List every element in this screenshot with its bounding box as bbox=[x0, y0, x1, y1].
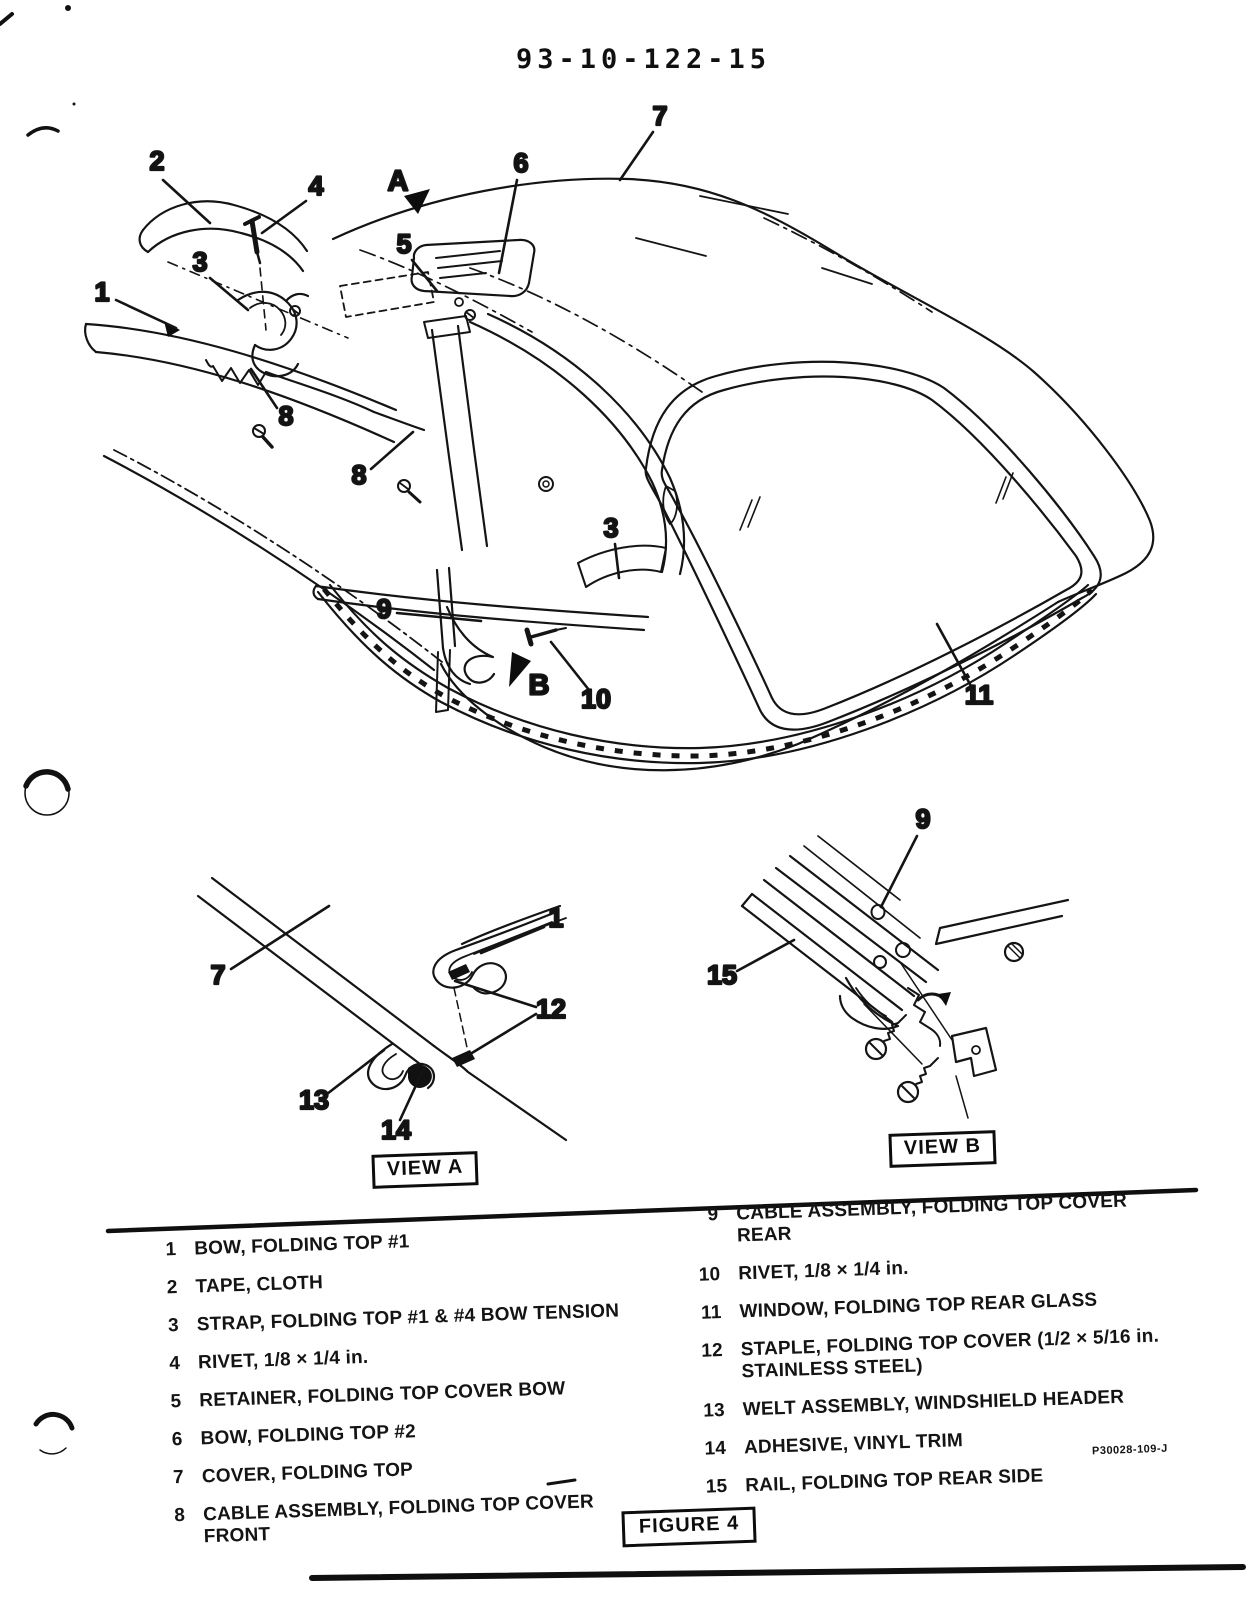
callout-7: 7 bbox=[210, 960, 226, 991]
parts-list-item bbox=[696, 1383, 1236, 1423]
part-name: RIVET, 1/8 × 1/4 in. bbox=[197, 1346, 369, 1374]
part-number: 8 bbox=[174, 1504, 186, 1527]
part-number: 11 bbox=[700, 1302, 722, 1324]
leader-line bbox=[371, 432, 413, 469]
part-name: RIVET, 1/8 × 1/4 in. bbox=[737, 1257, 909, 1285]
part-name: TAPE, CLOTH bbox=[195, 1272, 324, 1298]
leader-line bbox=[462, 1014, 536, 1059]
callout-9: 9 bbox=[376, 594, 392, 625]
part-name: CABLE ASSEMBLY, FOLDING TOP COVER REAR bbox=[735, 1190, 1128, 1247]
callout-A: A bbox=[387, 165, 409, 198]
part-number: 14 bbox=[704, 1437, 727, 1460]
callout-8: 8 bbox=[351, 460, 367, 491]
parts-list-item bbox=[695, 1323, 1236, 1385]
document-number: 93-10-122-15 bbox=[516, 44, 772, 75]
parts-list-item bbox=[699, 1459, 1239, 1499]
part-number: 13 bbox=[702, 1399, 726, 1422]
leader-line bbox=[455, 981, 536, 1007]
bottom-rule bbox=[312, 1567, 1243, 1578]
part-number: 9 bbox=[707, 1204, 719, 1226]
part-name: STRAP, FOLDING TOP #1 & #4 BOW TENSION bbox=[196, 1300, 620, 1336]
callout-6: 6 bbox=[513, 148, 529, 179]
callout-B: B bbox=[528, 669, 550, 702]
part-number: 5 bbox=[170, 1390, 182, 1413]
callout-3: 3 bbox=[603, 513, 619, 544]
parts-list-item bbox=[154, 1411, 714, 1452]
callout-1: 1 bbox=[548, 903, 564, 934]
view-a-drawing bbox=[198, 878, 566, 1140]
parts-list-item bbox=[153, 1373, 713, 1414]
leader-line bbox=[881, 836, 917, 907]
part-number: 10 bbox=[698, 1264, 721, 1286]
callout-10: 10 bbox=[580, 684, 612, 715]
view-a-callouts bbox=[210, 903, 566, 1145]
parts-list-item bbox=[151, 1297, 711, 1338]
part-number: 4 bbox=[168, 1353, 181, 1375]
parts-list-right-column bbox=[690, 1187, 1240, 1515]
parts-list-item bbox=[152, 1335, 712, 1376]
part-name: STAPLE, FOLDING TOP COVER (1/2 × 5/16 in. STAINLESS STEEL) bbox=[740, 1325, 1160, 1383]
callout-4: 4 bbox=[308, 171, 324, 202]
part-name: ADHESIVE, VINYL TRIM bbox=[743, 1430, 964, 1459]
part-number: 1 bbox=[165, 1239, 177, 1261]
part-number: 12 bbox=[700, 1339, 724, 1362]
leader-line bbox=[412, 260, 437, 291]
part-name: RAIL, FOLDING TOP REAR SIDE bbox=[744, 1465, 1044, 1497]
parts-list-item bbox=[692, 1247, 1232, 1287]
part-number: 3 bbox=[167, 1315, 180, 1337]
view-b-drawing bbox=[742, 836, 1068, 1118]
leader-line bbox=[231, 906, 329, 969]
leader-line bbox=[620, 132, 653, 180]
parts-list-item bbox=[156, 1449, 716, 1490]
callout-14: 14 bbox=[380, 1115, 412, 1146]
print-code: P30028-109-J bbox=[1091, 1442, 1168, 1458]
part-number: 6 bbox=[171, 1428, 183, 1451]
callout-1: 1 bbox=[94, 277, 110, 308]
leader-line bbox=[499, 180, 517, 273]
part-name: WINDOW, FOLDING TOP REAR GLASS bbox=[739, 1289, 1098, 1323]
figure-label: FIGURE 4 bbox=[621, 1507, 756, 1548]
callout-9: 9 bbox=[915, 804, 931, 835]
callout-8: 8 bbox=[278, 401, 294, 432]
callout-2: 2 bbox=[149, 146, 165, 177]
leader-line bbox=[551, 642, 589, 690]
callout-5: 5 bbox=[396, 229, 412, 260]
callout-13: 13 bbox=[298, 1085, 330, 1116]
part-name: BOW, FOLDING TOP #2 bbox=[200, 1421, 417, 1450]
part-name: COVER, FOLDING TOP bbox=[201, 1459, 414, 1488]
leader-line bbox=[116, 300, 176, 328]
part-number: 15 bbox=[705, 1475, 728, 1498]
part-name: RETAINER, FOLDING TOP COVER BOW bbox=[199, 1378, 566, 1412]
callout-12: 12 bbox=[535, 994, 567, 1025]
part-name: BOW, FOLDING TOP #1 bbox=[193, 1231, 410, 1260]
part-number: 2 bbox=[166, 1277, 178, 1299]
parts-list-item bbox=[693, 1285, 1233, 1325]
view-a-label: VIEW A bbox=[371, 1151, 478, 1189]
view-b-label: VIEW B bbox=[888, 1130, 996, 1168]
part-name: WELT ASSEMBLY, WINDSHIELD HEADER bbox=[742, 1386, 1125, 1421]
callout-11: 11 bbox=[964, 680, 994, 711]
callout-7: 7 bbox=[652, 101, 668, 132]
part-name: CABLE ASSEMBLY, FOLDING TOP COVER FRONT bbox=[202, 1491, 595, 1548]
callout-3: 3 bbox=[192, 247, 208, 278]
callout-15: 15 bbox=[706, 960, 738, 991]
parts-list-item bbox=[149, 1259, 709, 1300]
part-number: 7 bbox=[172, 1466, 185, 1489]
leader-line bbox=[737, 940, 794, 971]
